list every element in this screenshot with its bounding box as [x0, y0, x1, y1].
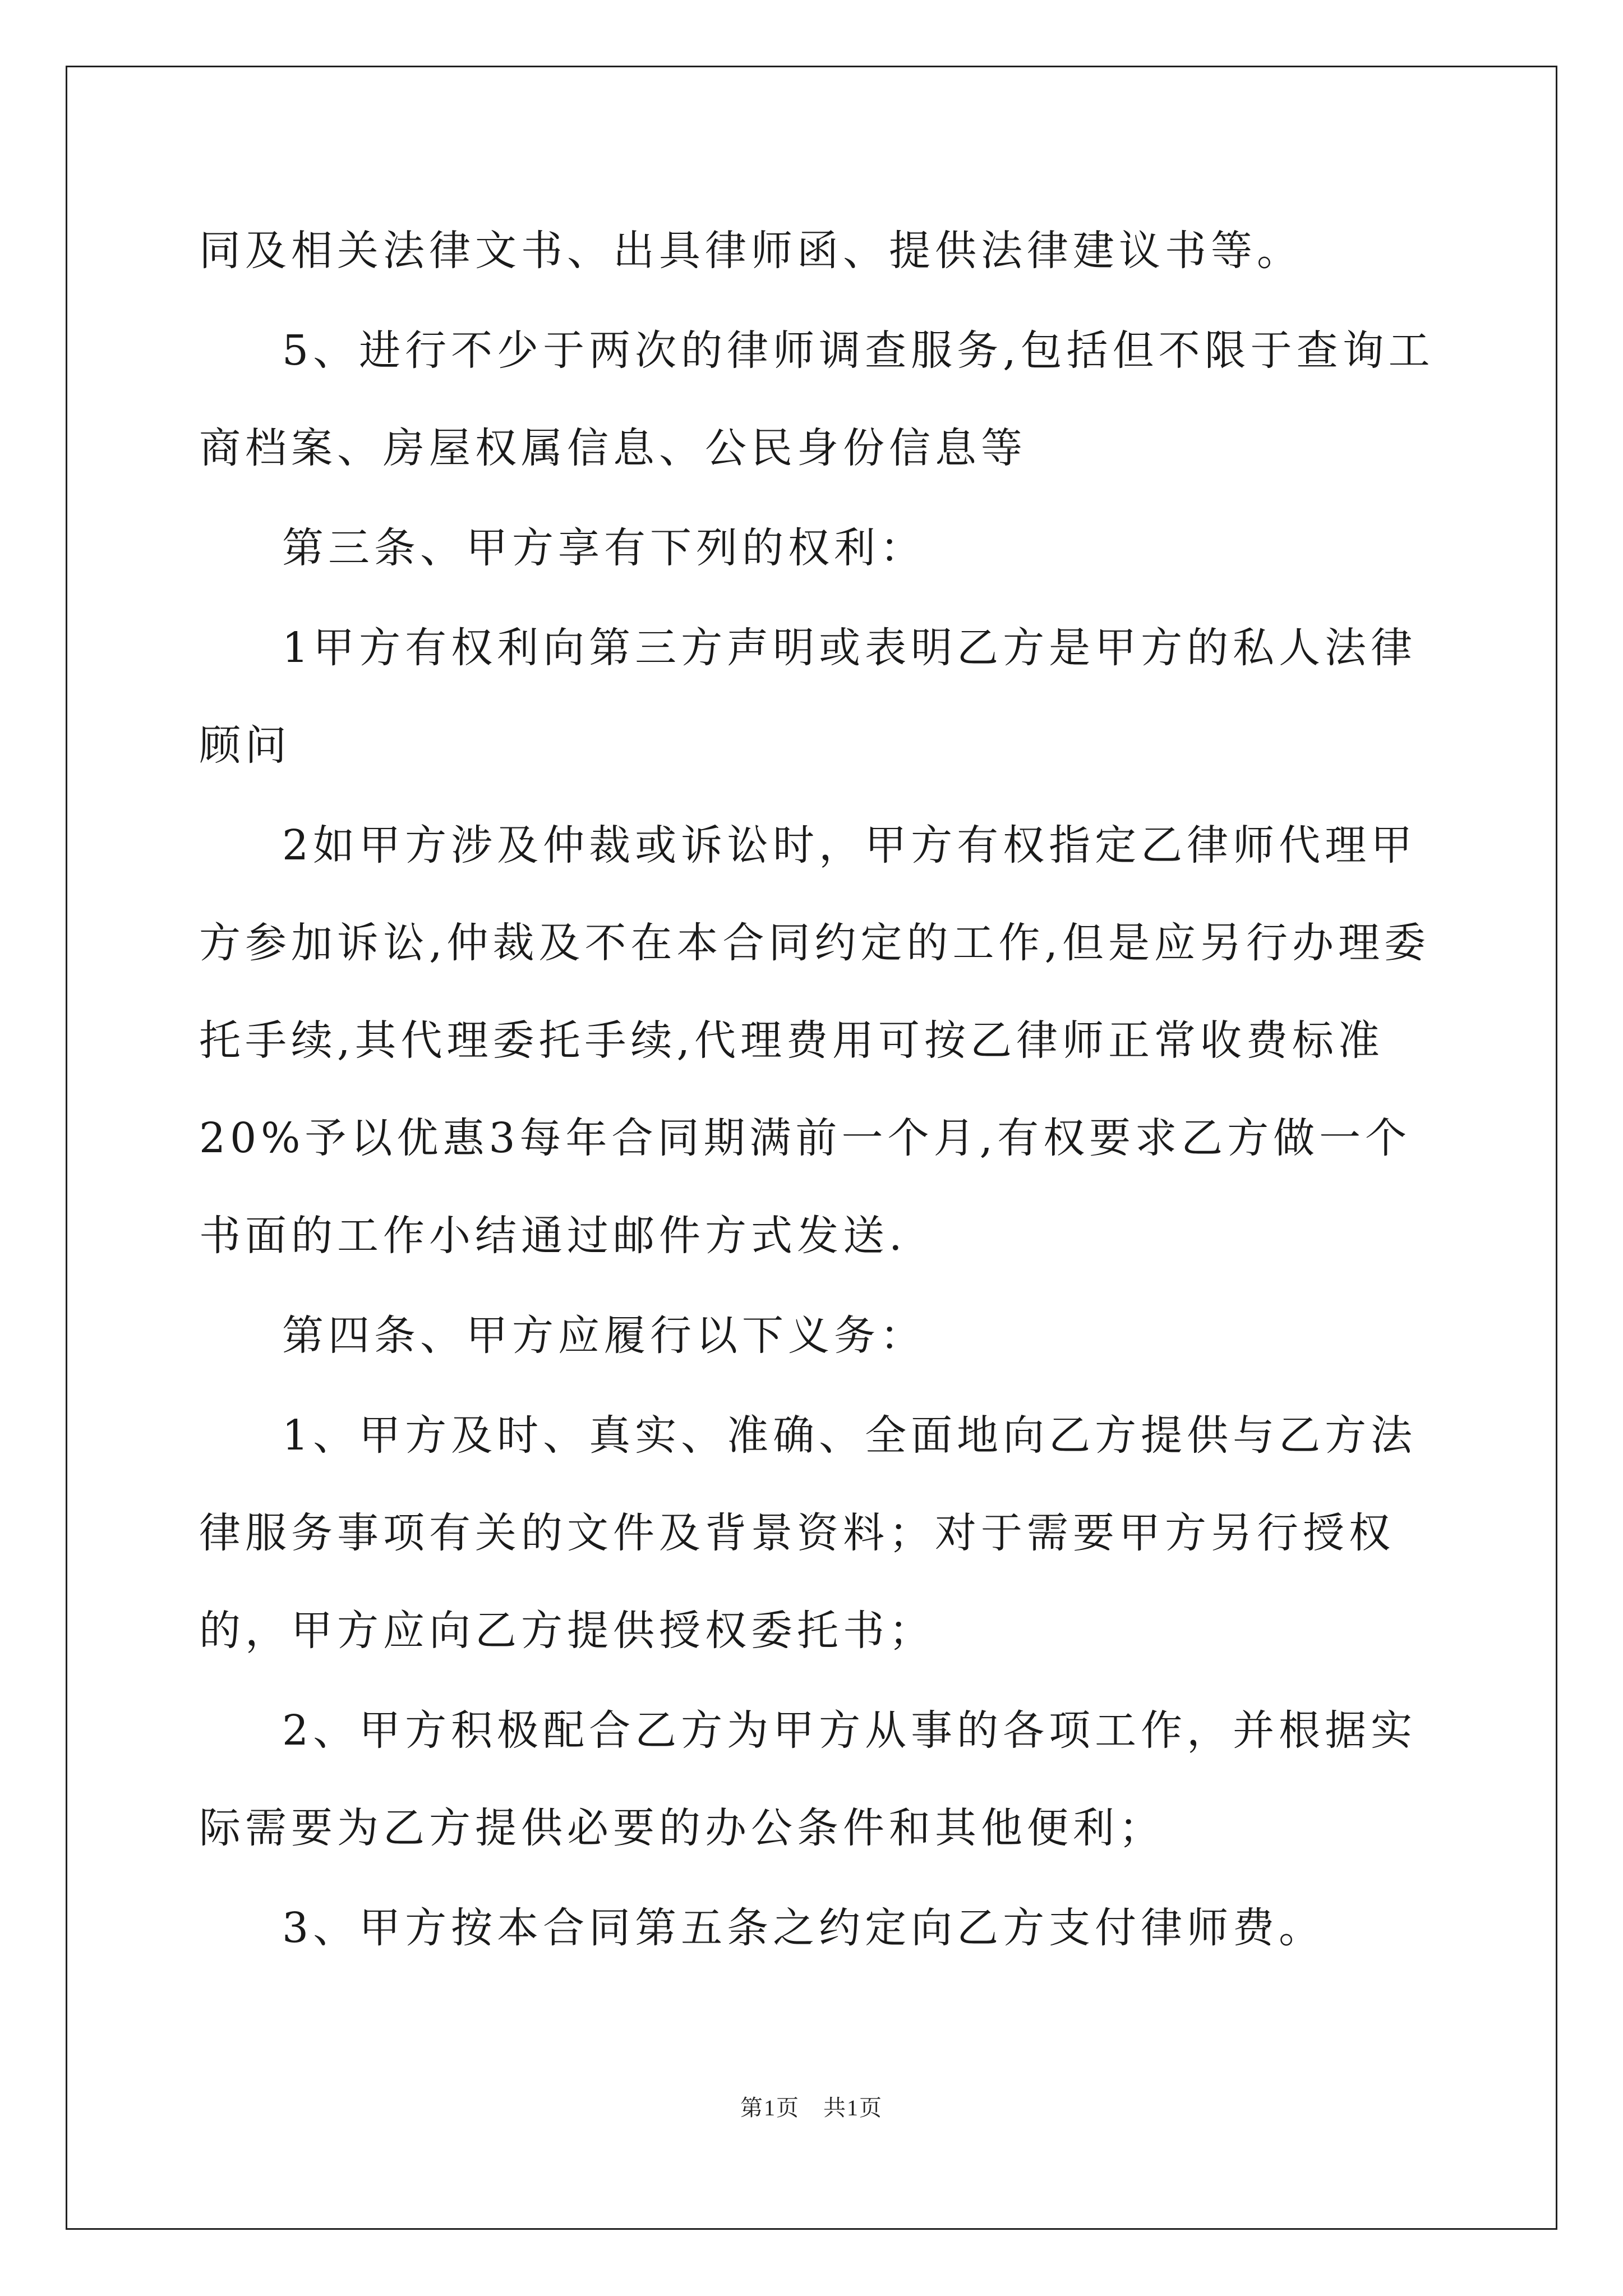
document-body [199, 202, 1436, 1979]
paragraph: 1甲方有权利向第三方声明或表明乙方是甲方的私人法律顾问 [199, 624, 1417, 770]
paragraph: 同及相关法律文书、出具律师函、提供法律建议书等。 [199, 227, 1303, 275]
paragraph: 2、甲方积极配合乙方为甲方从事的各项工作，并根据实际需要为乙方提供必要的办公条件和其他便利； [199, 1706, 1417, 1852]
paragraph: 1、甲方及时、真实、准确、全面地向乙方提供与乙方法律服务事项有关的文件及背景资料；对于需要甲方另行授权的，甲方应向乙方提供授权委托书； [199, 1411, 1417, 1655]
paragraph: 5、进行不少于两次的律师调查服务,包括但不限于查询工商档案、房屋权属信息、公民身份信息等 [199, 326, 1435, 472]
paragraph: 2如甲方涉及仲裁或诉讼时，甲方有权指定乙律师代理甲方参加诉讼,仲裁及不在本合同约定的工作,但是应另行办理委托手续,其代理委托手续,代理费用可按乙律师正常收费标准20%予以优惠3每年合同期满前一个月,有权要求乙方做一个书面的工作小结通过邮件方式发送. [199, 821, 1431, 1260]
page-footer: 第1页 共1页 [740, 2095, 883, 2120]
section-heading: 第四条、甲方应履行以下义务： [282, 1312, 926, 1360]
section-heading: 第三条、甲方享有下列的权利： [282, 524, 926, 572]
paragraph: 3、甲方按本合同第五条之约定向乙方支付律师费。 [282, 1904, 1325, 1952]
